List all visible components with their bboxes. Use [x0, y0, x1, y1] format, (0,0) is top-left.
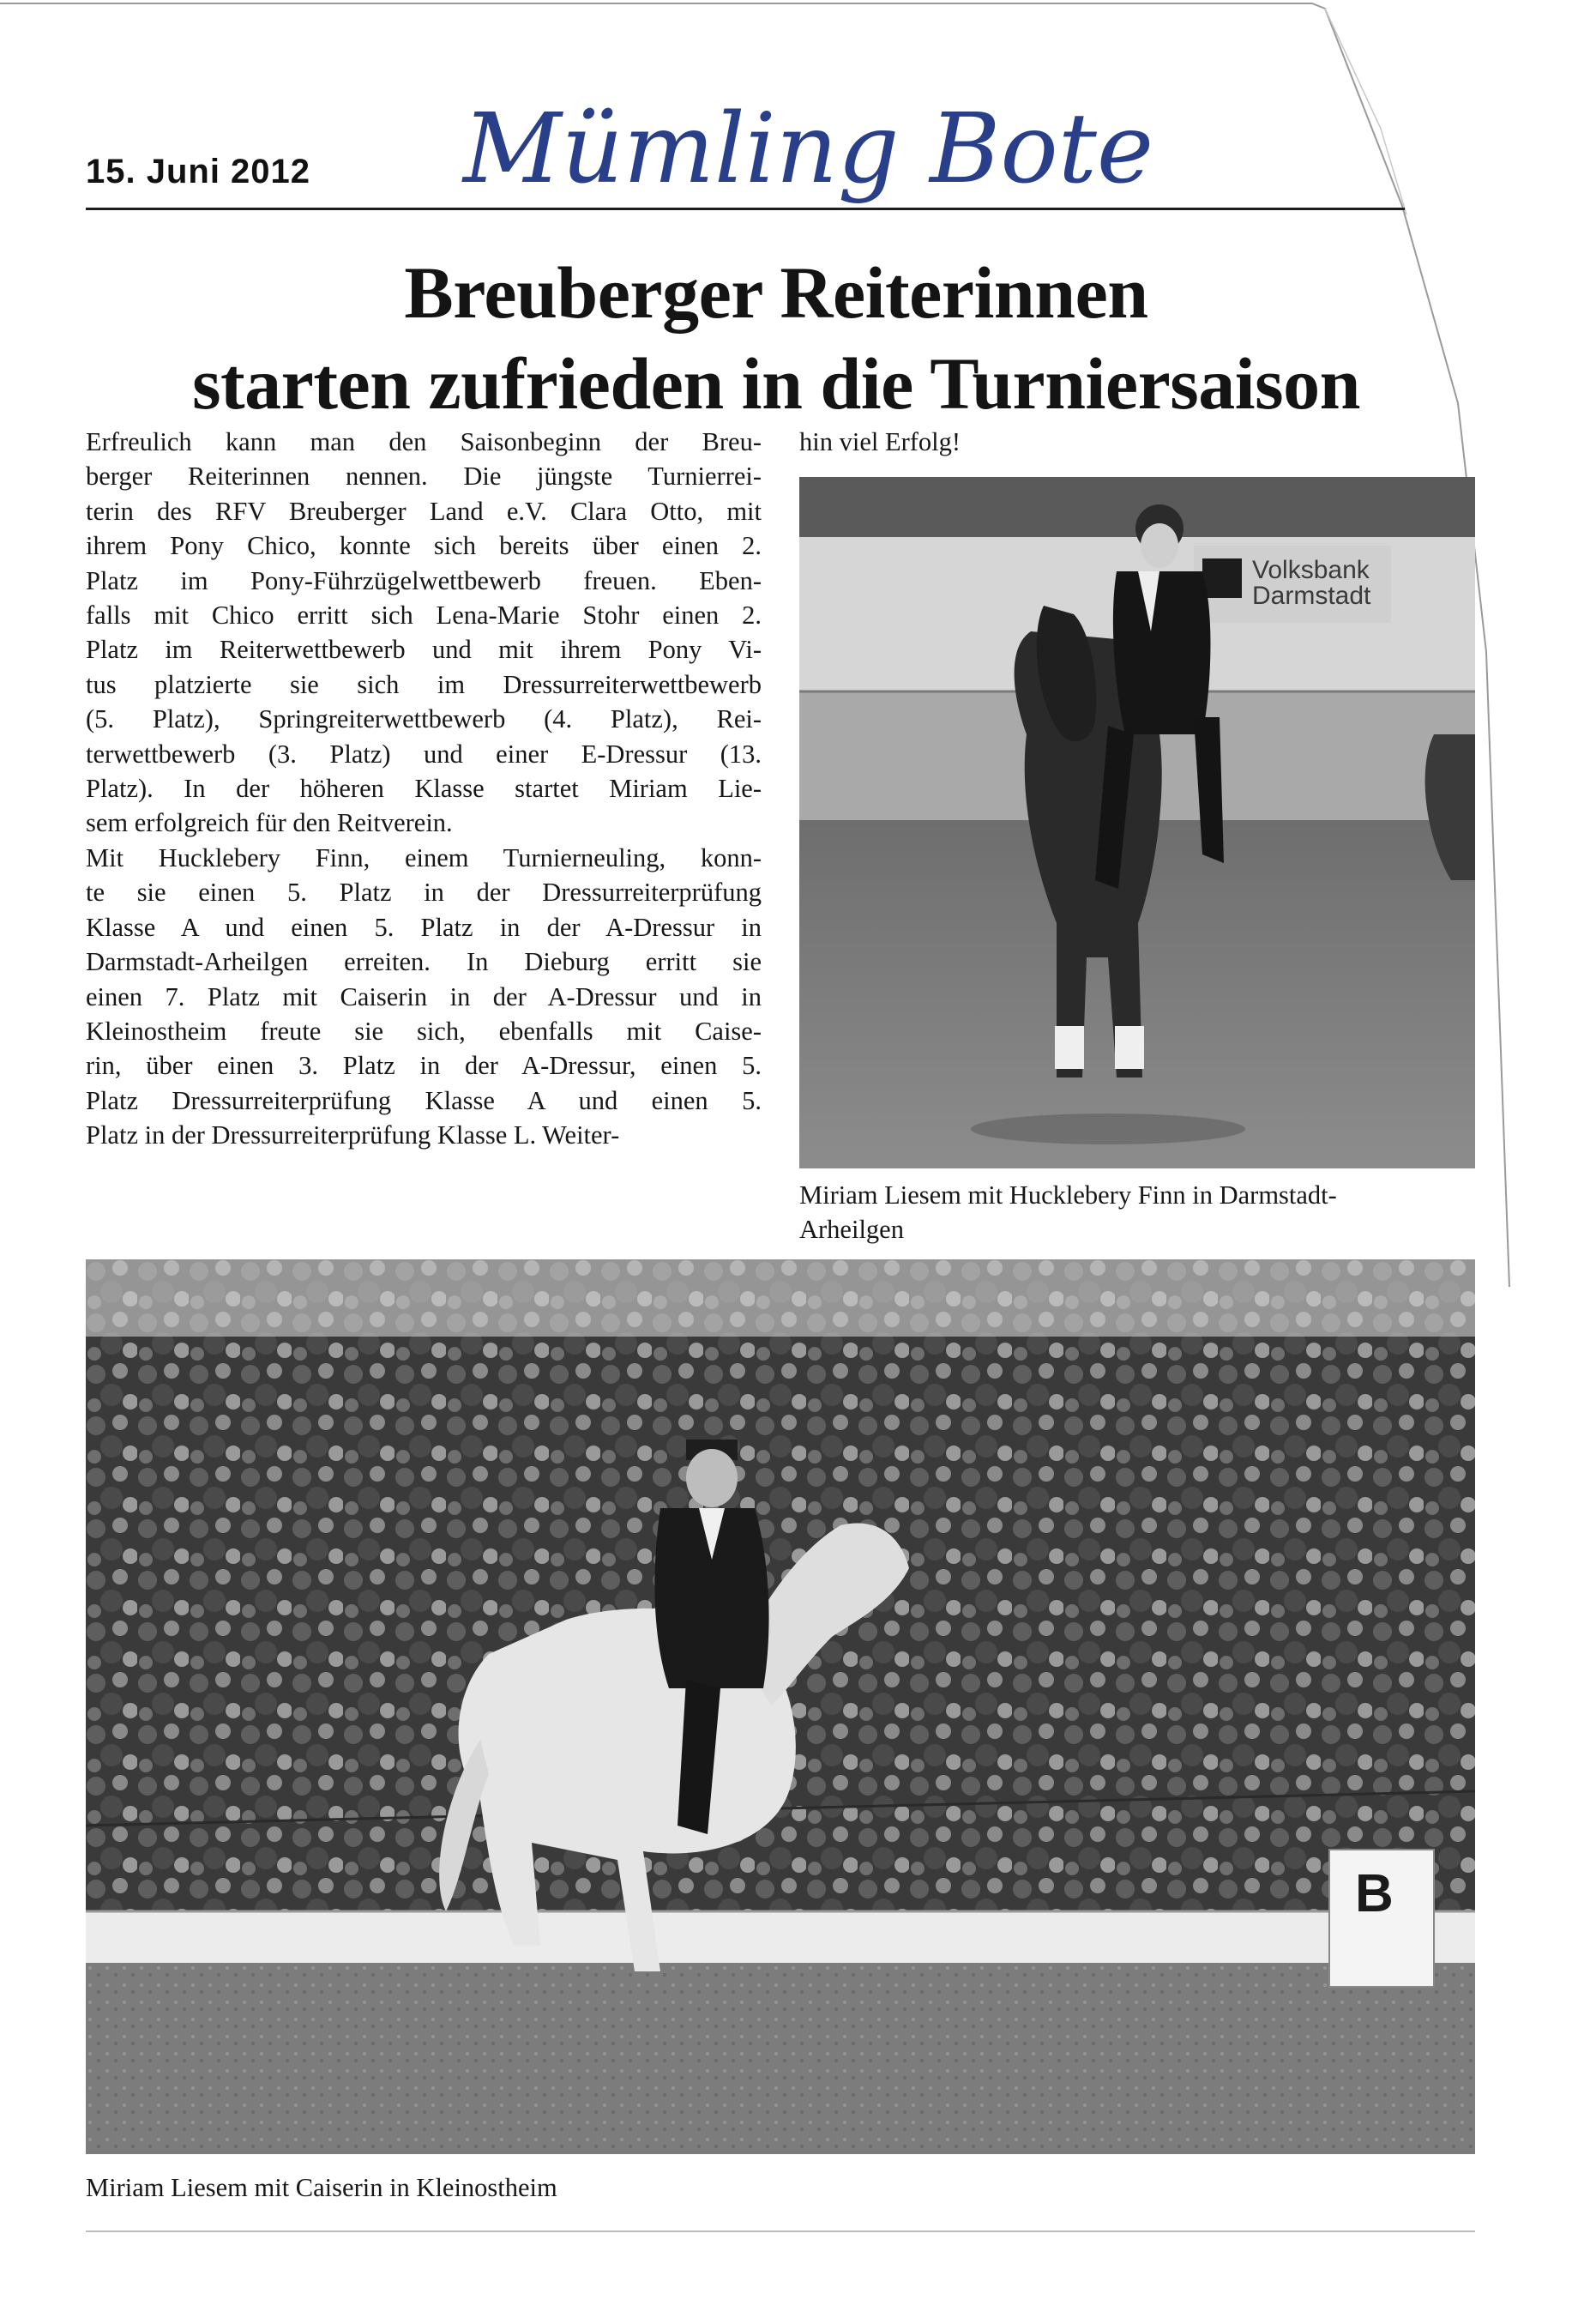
article-line: sem erfolgreich für den Reitverein.	[86, 808, 453, 838]
photo-top-caption	[799, 1178, 1485, 1247]
article-line: Darmstadt-Arheilgen erreiten. In Dieburg erritt sie	[86, 947, 762, 977]
article-line: einen 7. Platz mit Caiserin in der A-Dressur und in	[86, 981, 762, 1011]
article-line: Platz). In der höheren Klasse startet Miriam Lie-	[86, 774, 762, 804]
masthead-text: Mümling Bote	[463, 94, 1154, 205]
article-line: terwettbewerb (3. Platz) und einer E-Dressur (13.	[86, 739, 762, 769]
article-line: (5. Platz), Springreiterwettbewerb (4. Platz), Rei-	[86, 704, 762, 734]
bank-logo-icon	[1202, 558, 1242, 598]
article-line: Kleinostheim freute sie sich, ebenfalls mit Caise-	[86, 1016, 762, 1046]
header-rule	[86, 208, 1405, 210]
photo-top-caption-line-1: Miriam Liesem mit Hucklebery Finn in Darmstadt-	[799, 1180, 1337, 1210]
issue-date: 15. Juni 2012	[86, 153, 311, 190]
article-line: falls mit Chico erritt sich Lena-Marie Stohr einen 2.	[86, 601, 762, 631]
article-body	[86, 425, 762, 1153]
photo-top-caption-line-2: Arheilgen	[799, 1215, 904, 1244]
newspaper-masthead	[455, 79, 1154, 233]
headline-line-2: starten zufrieden in die Turniersaison	[192, 342, 1360, 425]
article-line: Platz Dressurreiterprüfung Klasse A und einen 5.	[86, 1085, 762, 1115]
article-continuation: hin viel Erfolg!	[799, 427, 961, 456]
article-headline	[86, 247, 1467, 429]
article-line: berger Reiterinnen nennen. Die jüngste Turnierrei-	[86, 462, 762, 492]
article-text	[86, 425, 762, 1153]
article-line: tus platzierte sie sich im Dressurreiterwettbewerb	[86, 669, 762, 699]
photo-bottom-caption: Miriam Liesem mit Caiserin in Kleinostheim	[86, 2173, 557, 2202]
article-line: terin des RFV Breuberger Land e.V. Clara Otto, mit	[86, 496, 762, 526]
banner-text-1: Volksbank	[1252, 556, 1370, 584]
arena-marker-letter: B	[1355, 1864, 1394, 1923]
article-line: Platz im Pony-Führzügelwettbewerb freuen. Eben-	[86, 565, 762, 595]
article-line: Klasse A und einen 5. Platz in der A-Dressur in	[86, 912, 762, 942]
article-line: rin, über einen 3. Platz in der A-Dressur, einen 5.	[86, 1051, 762, 1081]
article-line: Platz in der Dressurreiterprüfung Klasse L. Weiter-	[86, 1120, 620, 1150]
article-line: te sie einen 5. Platz in der Dressurreiterprüfung	[86, 878, 762, 908]
article-line: ihrem Pony Chico, konnte sich bereits über einen 2.	[86, 531, 762, 561]
article-line: Erfreulich kann man den Saisonbeginn der Breu-	[86, 427, 762, 456]
banner-text-2: Darmstadt	[1252, 582, 1371, 610]
footer-rule	[86, 2230, 1475, 2232]
photo-rider-dark-horse	[799, 477, 1475, 1168]
article-line: Mit Hucklebery Finn, einem Turnierneuling, konn-	[86, 842, 762, 872]
photo-rider-white-horse	[86, 1259, 1475, 2154]
article-line: Platz im Reiterwettbewerb und mit ihrem Pony Vi-	[86, 635, 762, 665]
headline-line-1: Breuberger Reiterinnen	[404, 251, 1148, 334]
